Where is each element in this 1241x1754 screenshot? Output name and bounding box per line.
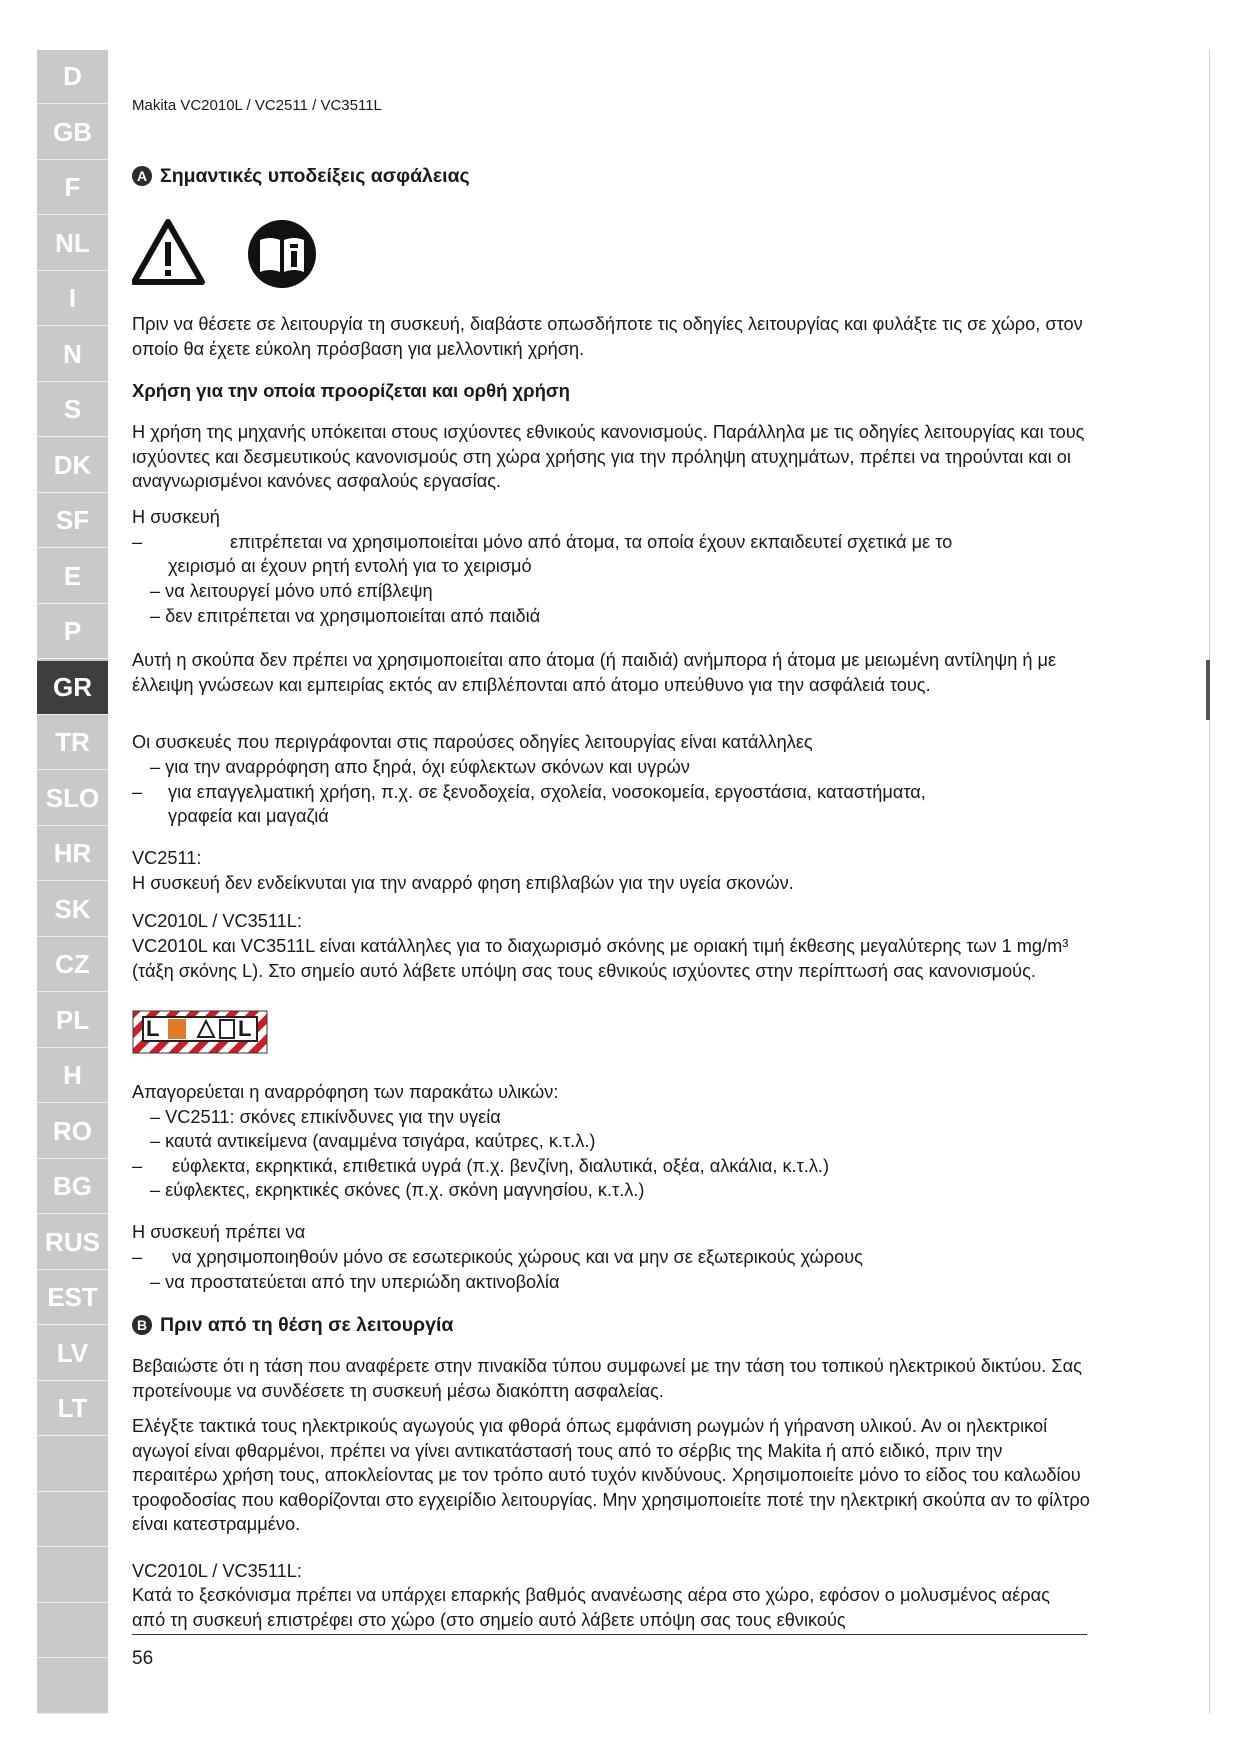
device-label: Η συσκευή	[132, 507, 220, 527]
read-manual-icon	[246, 218, 318, 290]
language-tab-cz[interactable]: CZ	[37, 938, 108, 992]
language-tab-empty	[37, 1438, 108, 1492]
section-a-heading	[132, 164, 1107, 189]
vc2511-label: VC2511:	[132, 848, 202, 868]
language-tab-e[interactable]: E	[37, 550, 108, 604]
dust-class-l-left: L	[146, 1016, 160, 1041]
language-tab-lt[interactable]: LT	[37, 1382, 108, 1436]
vc2511-text: Η συσκευή δεν ενδείκνυται για την αναρρό φηση επιβλαβών για την υγεία σκονών.	[132, 873, 794, 893]
language-tab-nl[interactable]: NL	[37, 217, 108, 271]
language-tab-pl[interactable]: PL	[37, 994, 108, 1048]
intended-use-para3: Οι συσκευές που περιγράφονται στις παρούσες οδηγίες λειτουργίας είναι κατάλληλες	[132, 732, 813, 752]
dust-class-l-label	[132, 1010, 268, 1054]
language-tab-f[interactable]: F	[37, 161, 108, 215]
forbidden-item-3	[132, 1154, 1107, 1179]
right-margin-rule	[1209, 50, 1210, 1714]
section-b-vc-l-label: VC2010L / VC3511L:	[132, 1561, 302, 1581]
language-tab-ro[interactable]: RO	[37, 1105, 108, 1159]
language-tab-slo[interactable]: SLO	[37, 772, 108, 826]
language-tab-i[interactable]: I	[37, 272, 108, 326]
section-a-letter-icon: A	[132, 166, 152, 186]
device-item-2: – να λειτουργεί μόνο υπό επίβλεψη	[150, 581, 433, 601]
language-tab-gr[interactable]: GR	[37, 661, 108, 715]
forbidden-item-4: – εύφλεκτες, εκρηκτικές σκόνες (π.χ. σκόνη μαγνησίου, κ.τ.λ.)	[150, 1180, 645, 1200]
language-tab-empty	[37, 1493, 108, 1547]
suitability-item-2-dash: –	[132, 782, 143, 802]
model-header: Makita VC2010L / VC2511 / VC3511L	[132, 97, 382, 114]
language-tab-lv[interactable]: LV	[37, 1327, 108, 1381]
forbidden-item-1: – VC2511: σκόνες επικίνδυνες για την υγεία	[150, 1107, 501, 1127]
suitability-item-2-line-a: για επαγγελματική χρήση, π.χ. σε ξενοδοχεία, σχολεία, νοσοκομεία, εργοστάσια, καταστήματα,	[168, 782, 926, 802]
language-sidebar	[37, 50, 108, 1714]
section-b-letter-icon: B	[132, 1315, 152, 1335]
must-intro: Η συσκευή πρέπει να	[132, 1222, 306, 1242]
language-tab-rus[interactable]: RUS	[37, 1216, 108, 1270]
footnote-rule	[132, 1634, 1087, 1635]
language-tab-d[interactable]: D	[37, 50, 108, 104]
language-tab-sk[interactable]: SK	[37, 883, 108, 937]
language-tab-empty	[37, 1604, 108, 1658]
forbidden-item-2: – καυτά αντικείμενα (αναμμένα τσιγάρα, καύτρες, κ.τ.λ.)	[150, 1131, 596, 1151]
forbidden-item-3-text: εύφλεκτα, εκρηκτικά, επιθετικά υγρά (π.χ. βενζίνη, διαλυτικά, οξέα, αλκάλια, κ.τ.λ.)	[172, 1156, 830, 1176]
device-item-1	[132, 530, 1107, 555]
intended-use-para1: Η χρήση της μηχανής υπόκειται στους ισχύοντες εθνικούς κανονισμούς. Παράλληλα με τις οδηγίες λειτουργίας και τους ισχύοντες και δεσμευτικούς κανονισμούς στη χώρα χρήσης για την πρόληψη ατυχημάτων, πρέπει να τηρούνται και οι αναγνωρισμένοι κανόνες ασφαλούς εργασίας.	[132, 422, 1085, 491]
must-item-1	[132, 1245, 1107, 1270]
language-tab-gb[interactable]: GB	[37, 106, 108, 160]
language-tab-tr[interactable]: TR	[37, 716, 108, 770]
intended-use-para2: Αυτή η σκούπα δεν πρέπει να χρησιμοποιείται απο άτομα (ή παιδιά) ανήμπορα ή άτομα με μειωμένη αντίληψη ή με έλλειψη γνώσεων και εμπειρίας εκτός αν επιβλέπονται από άτομο υπεύθυνο για την ασφάλειά τους.	[132, 650, 1057, 695]
device-item-1-line-a: επιτρέπεται να χρησιμοποιείται μόνο από άτομα, τα οποία έχουν εκπαιδευτεί σχετικά με το	[230, 532, 953, 552]
section-b-para2: Ελέγξτε τακτικά τους ηλεκτρικούς αγωγούς για φθορά όπως εμφάνιση ρωγμών ή γήρανση υλικού. Αν οι ηλεκτρικοί αγωγοί είναι φθαρμένοι, πρέπει να γίνει αντικατάστασή τους από το σέρβις της Makita ή από ειδικό, πριν την περαιτέρω χρήση τους, αποκλείοντας με τον τρόπο αυτό τυχόν κινδύνους. Χρησιμοποιείτε μόνο το είδος του καλωδίου τροφοδοσίας που καθορίζονται στο εγχειρίδιο λειτουργίας. Μην χρησιμοποιείτε ποτέ την ηλεκτρική σκούπα αν το φίλτρο είναι κατεστραμμένο.	[132, 1416, 1090, 1534]
suitability-item-2	[132, 780, 1107, 805]
dust-class-l-right: L	[238, 1016, 252, 1041]
must-item-2: – να προστατεύεται από την υπεριώδη ακτινοβολία	[150, 1272, 560, 1292]
language-tab-p[interactable]: P	[37, 605, 108, 659]
section-b-heading	[132, 1313, 1107, 1338]
language-tab-empty	[37, 1549, 108, 1603]
section-a-title: Σημαντικές υποδείξεις ασφάλειας	[160, 165, 470, 187]
page-number: 56	[132, 1648, 154, 1669]
forbidden-item-3-dash: –	[132, 1156, 143, 1176]
vc-l-label: VC2010L / VC3511L:	[132, 911, 302, 931]
language-tab-hr[interactable]: HR	[37, 827, 108, 881]
language-tab-est[interactable]: EST	[37, 1271, 108, 1325]
intended-use-heading: Χρήση για την οποία προορίζεται και ορθή χρήση	[132, 380, 570, 401]
suitability-item-2-line-b: γραφεία και μαγαζιά	[168, 806, 329, 826]
suitability-item-1: – για την αναρρόφηση απο ξηρά, όχι εύφλεκτων σκόνων και υγρών	[150, 757, 690, 777]
right-margin-marker	[1206, 660, 1210, 720]
language-tab-empty	[37, 1660, 108, 1714]
safety-icons	[132, 218, 1107, 288]
device-item-1-dash: –	[132, 532, 143, 552]
language-tab-sf[interactable]: SF	[37, 494, 108, 548]
must-item-1-text: να χρησιμοποιηθούν μόνο σε εσωτερικούς χώρους και να μην σε εξωτερικούς χώρους	[172, 1247, 863, 1267]
language-tab-bg[interactable]: BG	[37, 1160, 108, 1214]
section-a-intro: Πριν να θέσετε σε λειτουργία τη συσκευή, διαβάστε οπωσδήποτε τις οδηγίες λειτουργίας και φυλάξτε τις σε χώρο, στον οποίο θα έχετε εύκολη πρόσβαση για μελλοντική χρήση.	[132, 314, 1083, 359]
must-item-1-dash: –	[132, 1247, 143, 1267]
language-tab-h[interactable]: H	[37, 1049, 108, 1103]
language-tab-s[interactable]: S	[37, 383, 108, 437]
section-b-para3: Κατά το ξεσκόνισμα πρέπει να υπάρχει επαρκής βαθμός ανανέωσης αέρα στο χώρο, εφόσον ο μολυσμένος αέρας από τη συσκευή επιστρέφει στο χώρο (στο σημείο αυτό λάβετε υπόψη σας τους εθνικούς	[132, 1585, 1050, 1630]
vc-l-text: VC2010L και VC3511L είναι κατάλληλες για το διαχωρισμό σκόνης με οριακή τιμή έκθεσης μεγαλύτερης των 1 mg/m³ (τάξη σκόνης L). Στο σημείο αυτό λάβετε υπόψη σας τους εθνικούς ισχύοντες στην περίπτωσή σας κανονισμούς.	[132, 936, 1069, 981]
device-item-3: – δεν επιτρέπεται να χρησιμοποιείται από παιδιά	[150, 606, 541, 626]
forbidden-intro: Απαγορεύεται η αναρρόφηση των παρακάτω υλικών:	[132, 1082, 559, 1102]
section-b-title: Πριν από τη θέση σε λειτουργία	[160, 1314, 454, 1336]
language-tab-dk[interactable]: DK	[37, 439, 108, 493]
device-item-1-line-b: χειρισμό αι έχουν ρητή εντολή για το χειρισμό	[168, 556, 532, 576]
language-tab-n[interactable]: N	[37, 328, 108, 382]
section-b-para1: Βεβαιώστε ότι η τάση που αναφέρετε στην πινακίδα τύπου συμφωνεί με την τάση του τοπικού ηλεκτρικού δικτύου. Σας προτείνουμε να συνδέσετε τη συσκευή μέσω διακόπτη ασφαλείας.	[132, 1356, 1082, 1401]
